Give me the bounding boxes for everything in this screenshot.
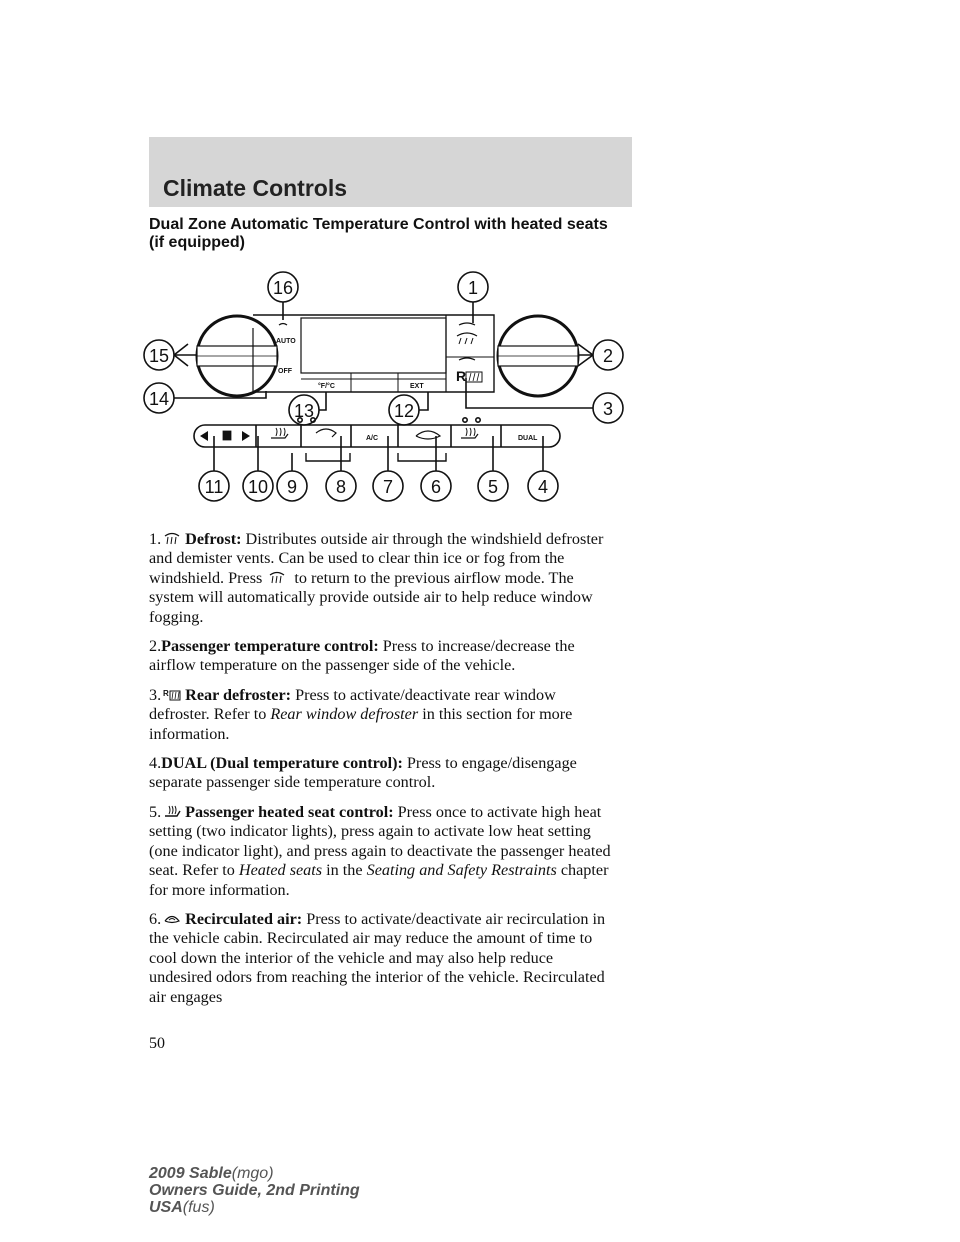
callout-13: 13 xyxy=(293,401,315,421)
body-text xyxy=(149,530,619,1017)
callout-8: 8 xyxy=(335,477,347,497)
item-6: 6. Recirculated air: Press to activate/deactivate air recirculation in the vehicle cabin. Recirculated air may reduce the amount of time to cool down the interior of the vehicle and may also help reduce undesired odors from reaching the interior of the vehicle. Recirculated air engages xyxy=(149,909,606,1006)
off-button-label: OFF xyxy=(278,368,292,375)
rear-defrost-label: R xyxy=(456,368,467,384)
callout-15: 15 xyxy=(148,346,170,366)
callout-14: 14 xyxy=(148,389,170,409)
page-number: 50 xyxy=(149,1035,165,1052)
display-screen xyxy=(301,318,446,373)
dual-button-label: DUAL xyxy=(518,435,538,442)
defrost-icon xyxy=(163,532,181,546)
section-title xyxy=(149,216,629,252)
item-3: 3. R Rear defroster: Press to activate/deactivate rear window defroster. Refer to Rear window defroster in this section for more information. xyxy=(149,685,573,743)
climate-control-diagram xyxy=(136,268,626,508)
item-2: 2.Passenger temperature control: Press to increase/decrease the airflow temperature on the passenger side of the vehicle. xyxy=(149,637,575,675)
footer xyxy=(149,1165,360,1216)
callout-11: 11 xyxy=(204,477,224,497)
callout-4: 4 xyxy=(537,477,549,497)
callout-10: 10 xyxy=(247,477,269,497)
item-5: 5. Passenger heated seat control: Press once to activate high heat setting (two indicator lights), press again to activate low heat setting (one indicator light), and press again to deactivate the passenger heated seat. Refer to Heated seats in the Seating and Safety Restraints chapter for more information. xyxy=(149,802,611,899)
units-button-label: °F/°C xyxy=(318,383,335,390)
section-title-line2: (if equipped) xyxy=(149,234,245,251)
recirculation-icon xyxy=(163,912,181,926)
section-title-line1: Dual Zone Automatic Temperature Control with heated seats xyxy=(149,216,608,233)
callout-7: 7 xyxy=(382,477,394,497)
callout-5: 5 xyxy=(487,477,499,497)
item-4: 4.DUAL (Dual temperature control): Press to engage/disengage separate passenger side temperature control. xyxy=(149,754,577,792)
footer-line1: 2009 Sable(mgo) xyxy=(149,1165,274,1182)
auto-button-label: AUTO xyxy=(276,338,296,345)
callout-9: 9 xyxy=(286,477,298,497)
heated-seat-icon xyxy=(163,805,181,819)
item-1: 1. Defrost: Distributes outside air through the windshield defroster and demister vents. Can be used to clear thin ice or fog from the windshield. Press to return to the previous airflow mode. The system will automatically provide outside air to help reduce window fogging. xyxy=(149,530,604,626)
callout-16: 16 xyxy=(272,278,294,298)
callout-3: 3 xyxy=(602,399,614,419)
defrost-icon xyxy=(268,571,286,585)
svg-text:R: R xyxy=(163,688,169,698)
callout-12: 12 xyxy=(393,401,415,421)
footer-line3: USA(fus) xyxy=(149,1199,215,1216)
callout-1: 1 xyxy=(467,278,479,298)
ext-button-label: EXT xyxy=(410,383,424,390)
rear-defrost-icon xyxy=(163,688,181,702)
page-header-title: Climate Controls xyxy=(163,175,348,201)
callout-6: 6 xyxy=(430,477,442,497)
callout-2: 2 xyxy=(602,346,614,366)
ac-button-label: A/C xyxy=(366,435,379,442)
footer-line2: Owners Guide, 2nd Printing xyxy=(149,1182,360,1199)
